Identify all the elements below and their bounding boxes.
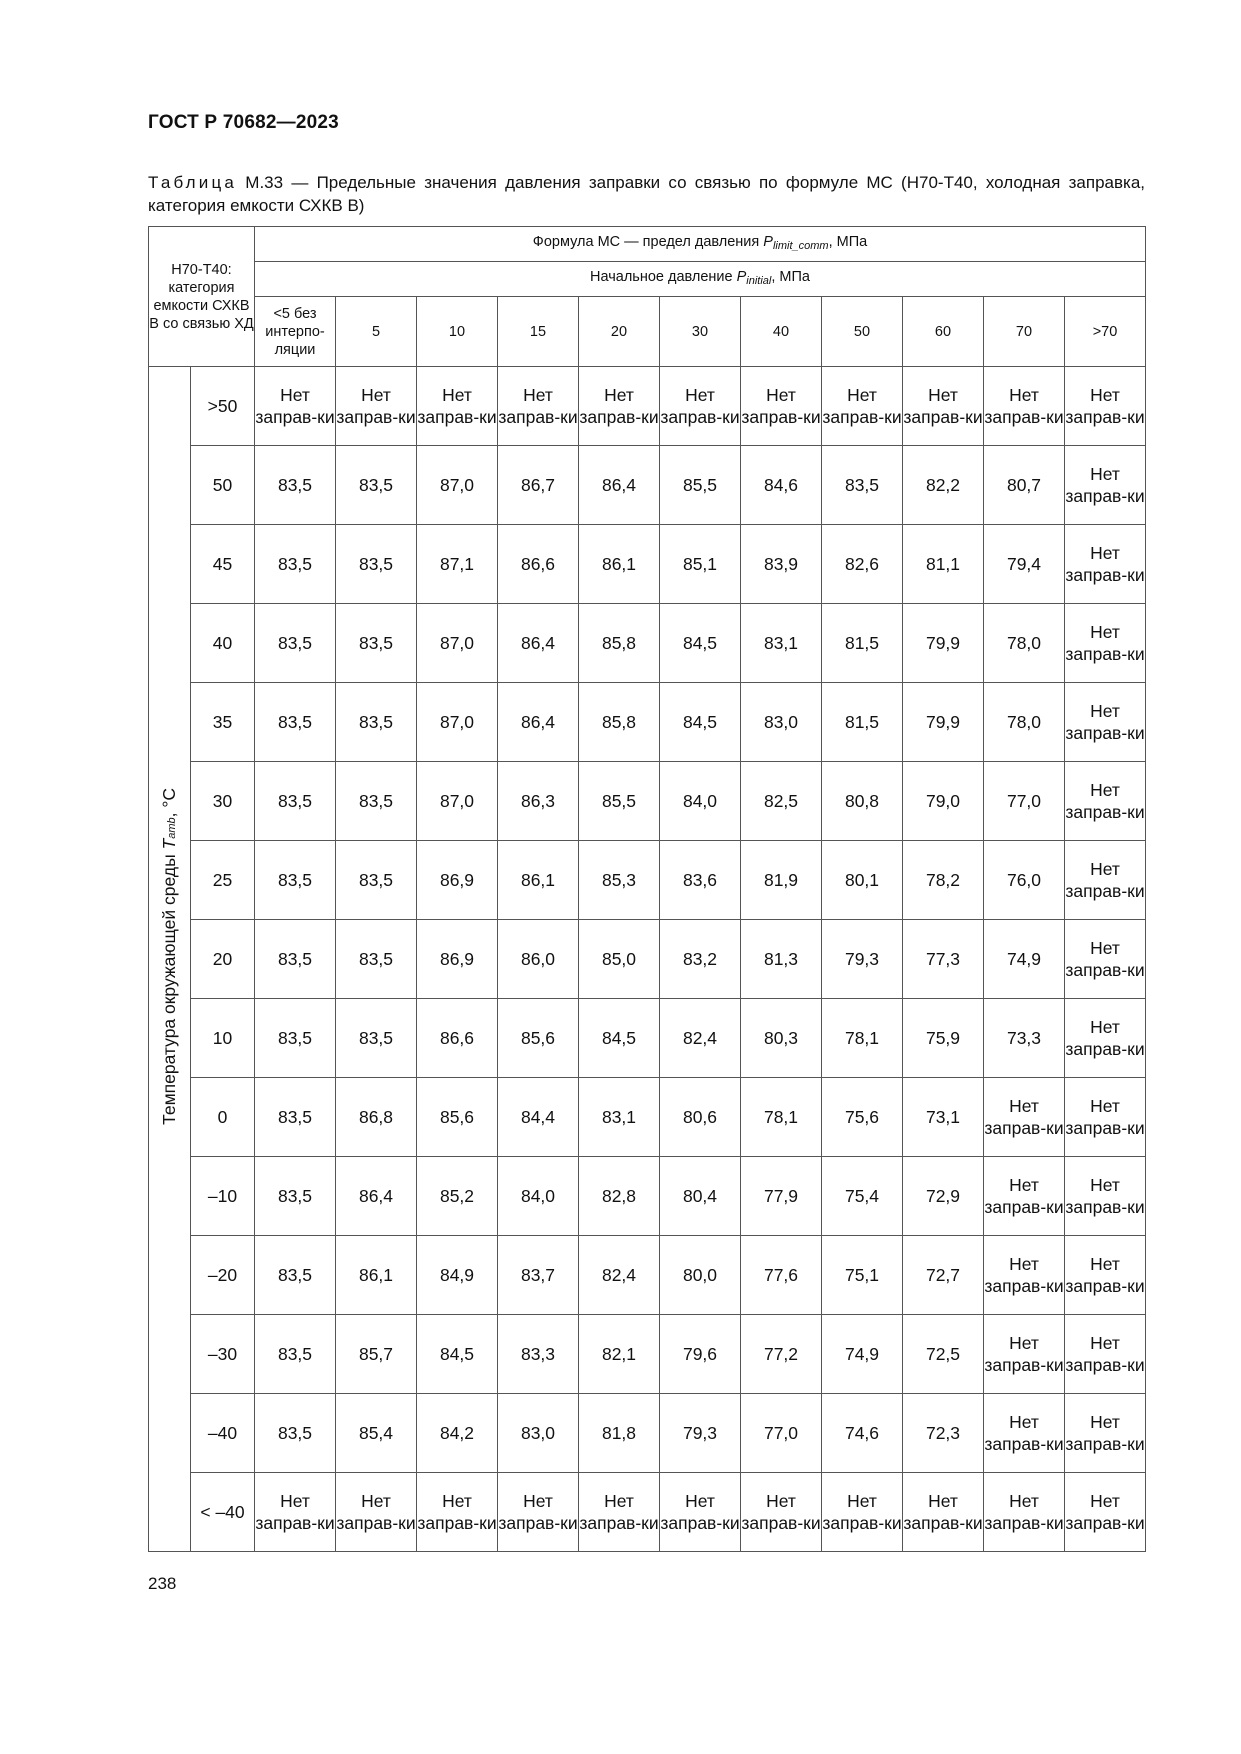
column-header: 60 xyxy=(903,297,984,367)
value-cell: 86,4 xyxy=(336,1157,417,1236)
value-cell: 83,5 xyxy=(255,920,336,999)
value-cell: 78,0 xyxy=(984,604,1065,683)
value-cell: 85,3 xyxy=(579,841,660,920)
value-cell: Нет заправ-ки xyxy=(1065,1315,1146,1394)
value-cell: 83,5 xyxy=(255,1078,336,1157)
value-cell: 80,6 xyxy=(660,1078,741,1157)
value-cell: 83,5 xyxy=(255,1236,336,1315)
value-cell: 81,3 xyxy=(741,920,822,999)
value-cell: 83,5 xyxy=(255,841,336,920)
value-cell: 79,0 xyxy=(903,762,984,841)
value-cell: 79,3 xyxy=(660,1394,741,1473)
value-cell: 78,1 xyxy=(741,1078,822,1157)
value-cell: 85,8 xyxy=(579,683,660,762)
value-cell: 86,9 xyxy=(417,841,498,920)
value-cell: 84,6 xyxy=(741,446,822,525)
value-cell: Нет заправ-ки xyxy=(822,367,903,446)
table-caption xyxy=(148,171,1145,217)
value-cell: 84,5 xyxy=(660,683,741,762)
value-cell: 74,9 xyxy=(822,1315,903,1394)
temperature-cell: < –40 xyxy=(191,1473,255,1552)
value-cell: Нет заправ-ки xyxy=(984,1315,1065,1394)
value-cell: 84,5 xyxy=(417,1315,498,1394)
temperature-cell: 25 xyxy=(191,841,255,920)
value-cell: 83,5 xyxy=(336,999,417,1078)
value-cell: 83,5 xyxy=(255,1315,336,1394)
value-cell: 72,7 xyxy=(903,1236,984,1315)
value-cell: 87,0 xyxy=(417,604,498,683)
value-cell: 84,9 xyxy=(417,1236,498,1315)
value-cell: 82,2 xyxy=(903,446,984,525)
value-cell: Нет заправ-ки xyxy=(1065,762,1146,841)
value-cell: 79,3 xyxy=(822,920,903,999)
value-cell: 77,2 xyxy=(741,1315,822,1394)
table-row xyxy=(149,1157,1146,1236)
value-cell: 84,0 xyxy=(498,1157,579,1236)
value-cell: 77,6 xyxy=(741,1236,822,1315)
value-cell: 83,5 xyxy=(255,604,336,683)
table-row xyxy=(149,1078,1146,1157)
temperature-cell: 30 xyxy=(191,762,255,841)
column-header: 20 xyxy=(579,297,660,367)
value-cell: 82,8 xyxy=(579,1157,660,1236)
value-cell: Нет заправ-ки xyxy=(984,1078,1065,1157)
value-cell: Нет заправ-ки xyxy=(984,1473,1065,1552)
value-cell: 83,9 xyxy=(741,525,822,604)
value-cell: 86,1 xyxy=(579,525,660,604)
value-cell: 80,1 xyxy=(822,841,903,920)
value-cell: 75,1 xyxy=(822,1236,903,1315)
pressure-limit-table xyxy=(148,226,1146,1552)
temperature-cell: 40 xyxy=(191,604,255,683)
initial-pressure-header: Начальное давление $P_{initial}$, МПа xyxy=(255,262,1146,297)
value-cell: 83,5 xyxy=(255,1157,336,1236)
value-cell: 86,8 xyxy=(336,1078,417,1157)
value-cell: Нет заправ-ки xyxy=(1065,1157,1146,1236)
value-cell: 81,9 xyxy=(741,841,822,920)
column-header: 50 xyxy=(822,297,903,367)
value-cell: 86,3 xyxy=(498,762,579,841)
value-cell: 86,1 xyxy=(336,1236,417,1315)
value-cell: 86,6 xyxy=(417,999,498,1078)
value-cell: Нет заправ-ки xyxy=(1065,367,1146,446)
value-cell: 84,5 xyxy=(579,999,660,1078)
table-row xyxy=(149,1315,1146,1394)
value-cell: 86,1 xyxy=(498,841,579,920)
value-cell: 86,0 xyxy=(498,920,579,999)
value-cell: 85,0 xyxy=(579,920,660,999)
value-cell: 77,0 xyxy=(741,1394,822,1473)
value-cell: 78,2 xyxy=(903,841,984,920)
column-header: 40 xyxy=(741,297,822,367)
value-cell: 80,8 xyxy=(822,762,903,841)
value-cell: 83,5 xyxy=(822,446,903,525)
value-cell: Нет заправ-ки xyxy=(1065,683,1146,762)
table-row xyxy=(149,1236,1146,1315)
table-row xyxy=(149,446,1146,525)
value-cell: Нет заправ-ки xyxy=(498,367,579,446)
value-cell: 77,3 xyxy=(903,920,984,999)
value-cell: 84,5 xyxy=(660,604,741,683)
value-cell: 86,4 xyxy=(498,604,579,683)
value-cell: 87,0 xyxy=(417,762,498,841)
value-cell: 85,2 xyxy=(417,1157,498,1236)
value-cell: 83,6 xyxy=(660,841,741,920)
value-cell: 83,0 xyxy=(498,1394,579,1473)
value-cell: 83,2 xyxy=(660,920,741,999)
value-cell: 83,5 xyxy=(336,604,417,683)
value-cell: 85,6 xyxy=(417,1078,498,1157)
value-cell: 77,9 xyxy=(741,1157,822,1236)
value-cell: 73,3 xyxy=(984,999,1065,1078)
table-row xyxy=(149,841,1146,920)
value-cell: Нет заправ-ки xyxy=(984,367,1065,446)
value-cell: 83,5 xyxy=(336,683,417,762)
value-cell: Нет заправ-ки xyxy=(255,1473,336,1552)
temperature-cell: >50 xyxy=(191,367,255,446)
value-cell: Нет заправ-ки xyxy=(498,1473,579,1552)
column-header: 10 xyxy=(417,297,498,367)
table-row xyxy=(149,762,1146,841)
value-cell: 85,5 xyxy=(660,446,741,525)
value-cell: 83,0 xyxy=(741,683,822,762)
value-cell: 83,5 xyxy=(255,999,336,1078)
value-cell: 82,5 xyxy=(741,762,822,841)
value-cell: Нет заправ-ки xyxy=(579,367,660,446)
value-cell: Нет заправ-ки xyxy=(417,1473,498,1552)
value-cell: 82,1 xyxy=(579,1315,660,1394)
value-cell: 79,9 xyxy=(903,604,984,683)
value-cell: 82,4 xyxy=(660,999,741,1078)
value-cell: 81,1 xyxy=(903,525,984,604)
value-cell: Нет заправ-ки xyxy=(579,1473,660,1552)
value-cell: 79,6 xyxy=(660,1315,741,1394)
value-cell: 86,4 xyxy=(498,683,579,762)
value-cell: Нет заправ-ки xyxy=(822,1473,903,1552)
value-cell: 78,1 xyxy=(822,999,903,1078)
table-row xyxy=(149,1473,1146,1552)
value-cell: 79,4 xyxy=(984,525,1065,604)
value-cell: 79,9 xyxy=(903,683,984,762)
value-cell: 85,1 xyxy=(660,525,741,604)
value-cell: 84,2 xyxy=(417,1394,498,1473)
value-cell: 83,5 xyxy=(336,920,417,999)
temperature-axis-label: Температура окружающей среды $T_{amb}$, °С xyxy=(149,367,191,1552)
page-number: 238 xyxy=(148,1574,177,1593)
value-cell: 85,8 xyxy=(579,604,660,683)
temperature-cell: –30 xyxy=(191,1315,255,1394)
value-cell: 83,5 xyxy=(255,1394,336,1473)
value-cell: 83,5 xyxy=(336,525,417,604)
value-cell: 86,6 xyxy=(498,525,579,604)
value-cell: 83,5 xyxy=(255,525,336,604)
table-row xyxy=(149,367,1146,446)
value-cell: Нет заправ-ки xyxy=(336,367,417,446)
temperature-cell: 50 xyxy=(191,446,255,525)
value-cell: 72,9 xyxy=(903,1157,984,1236)
value-cell: 80,7 xyxy=(984,446,1065,525)
value-cell: Нет заправ-ки xyxy=(660,367,741,446)
value-cell: Нет заправ-ки xyxy=(1065,1473,1146,1552)
value-cell: Нет заправ-ки xyxy=(1065,920,1146,999)
value-cell: 83,5 xyxy=(255,446,336,525)
column-header: 5 xyxy=(336,297,417,367)
value-cell: 82,4 xyxy=(579,1236,660,1315)
caption-prefix: Таблица xyxy=(148,173,238,192)
value-cell: Нет заправ-ки xyxy=(984,1394,1065,1473)
temperature-cell: –20 xyxy=(191,1236,255,1315)
caption-text: М.33 — Предельные значения давления заправки со связью по формуле МС (Н70-Т40, холодная заправка, категория емкости СХКВ В) xyxy=(148,173,1145,215)
value-cell: 75,6 xyxy=(822,1078,903,1157)
value-cell: 85,7 xyxy=(336,1315,417,1394)
value-cell: Нет заправ-ки xyxy=(903,367,984,446)
value-cell: 80,0 xyxy=(660,1236,741,1315)
value-cell: 80,3 xyxy=(741,999,822,1078)
value-cell: 83,5 xyxy=(255,683,336,762)
value-cell: 75,4 xyxy=(822,1157,903,1236)
value-cell: 76,0 xyxy=(984,841,1065,920)
value-cell: 83,5 xyxy=(255,762,336,841)
value-cell: 81,8 xyxy=(579,1394,660,1473)
value-cell: 87,0 xyxy=(417,683,498,762)
value-cell: Нет заправ-ки xyxy=(984,1157,1065,1236)
value-cell: Нет заправ-ки xyxy=(741,367,822,446)
value-cell: 85,5 xyxy=(579,762,660,841)
value-cell: 86,7 xyxy=(498,446,579,525)
value-cell: 83,7 xyxy=(498,1236,579,1315)
temperature-cell: 20 xyxy=(191,920,255,999)
value-cell: 72,5 xyxy=(903,1315,984,1394)
value-cell: 83,1 xyxy=(741,604,822,683)
value-cell: Нет заправ-ки xyxy=(660,1473,741,1552)
value-cell: 80,4 xyxy=(660,1157,741,1236)
corner-header: Н70-Т40: категория емкости СХКВ В со связью ХД xyxy=(149,227,255,367)
temperature-cell: 10 xyxy=(191,999,255,1078)
value-cell: Нет заправ-ки xyxy=(1065,525,1146,604)
value-cell: Нет заправ-ки xyxy=(903,1473,984,1552)
value-cell: Нет заправ-ки xyxy=(984,1236,1065,1315)
value-cell: 83,1 xyxy=(579,1078,660,1157)
value-cell: 85,4 xyxy=(336,1394,417,1473)
table-row xyxy=(149,525,1146,604)
column-header: 30 xyxy=(660,297,741,367)
value-cell: Нет заправ-ки xyxy=(1065,604,1146,683)
column-header: <5 без интерпо-ляции xyxy=(255,297,336,367)
value-cell: 78,0 xyxy=(984,683,1065,762)
value-cell: 86,4 xyxy=(579,446,660,525)
value-cell: Нет заправ-ки xyxy=(1065,999,1146,1078)
value-cell: 81,5 xyxy=(822,604,903,683)
table-row xyxy=(149,683,1146,762)
temperature-cell: –40 xyxy=(191,1394,255,1473)
value-cell: Нет заправ-ки xyxy=(1065,1236,1146,1315)
table-row xyxy=(149,920,1146,999)
document-id: ГОСТ Р 70682—2023 xyxy=(148,112,339,133)
value-cell: 86,9 xyxy=(417,920,498,999)
value-cell: 81,5 xyxy=(822,683,903,762)
formula-header: Формула МС — предел давления $P_{limit\_comm}$, МПа xyxy=(255,227,1146,262)
temperature-cell: 45 xyxy=(191,525,255,604)
value-cell: 85,6 xyxy=(498,999,579,1078)
value-cell: 87,1 xyxy=(417,525,498,604)
value-cell: 87,0 xyxy=(417,446,498,525)
column-header: 70 xyxy=(984,297,1065,367)
value-cell: 83,5 xyxy=(336,841,417,920)
value-cell: Нет заправ-ки xyxy=(1065,446,1146,525)
value-cell: 75,9 xyxy=(903,999,984,1078)
temperature-cell: –10 xyxy=(191,1157,255,1236)
value-cell: Нет заправ-ки xyxy=(255,367,336,446)
value-cell: 83,5 xyxy=(336,446,417,525)
table-row xyxy=(149,999,1146,1078)
value-cell: Нет заправ-ки xyxy=(417,367,498,446)
value-cell: Нет заправ-ки xyxy=(1065,1394,1146,1473)
value-cell: Нет заправ-ки xyxy=(741,1473,822,1552)
table-row xyxy=(149,604,1146,683)
value-cell: 84,4 xyxy=(498,1078,579,1157)
temperature-cell: 35 xyxy=(191,683,255,762)
value-cell: Нет заправ-ки xyxy=(336,1473,417,1552)
table-row xyxy=(149,1394,1146,1473)
value-cell: 83,5 xyxy=(336,762,417,841)
temperature-cell: 0 xyxy=(191,1078,255,1157)
value-cell: 83,3 xyxy=(498,1315,579,1394)
column-header: >70 xyxy=(1065,297,1146,367)
value-cell: 82,6 xyxy=(822,525,903,604)
value-cell: Нет заправ-ки xyxy=(1065,841,1146,920)
value-cell: 73,1 xyxy=(903,1078,984,1157)
value-cell: 74,9 xyxy=(984,920,1065,999)
value-cell: 77,0 xyxy=(984,762,1065,841)
value-cell: 84,0 xyxy=(660,762,741,841)
value-cell: Нет заправ-ки xyxy=(1065,1078,1146,1157)
column-header: 15 xyxy=(498,297,579,367)
value-cell: 74,6 xyxy=(822,1394,903,1473)
value-cell: 72,3 xyxy=(903,1394,984,1473)
